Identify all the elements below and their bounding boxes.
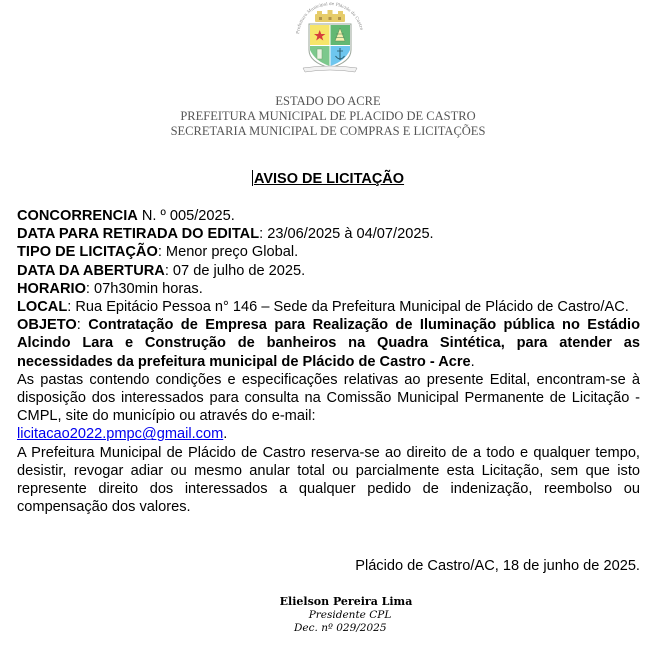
email-end: . xyxy=(223,426,228,443)
field-objeto xyxy=(17,316,640,371)
pastas-text: As pastas contendo condições e especificações relativas ao presente Edital, encontram-se à disposição dos interessados para consulta na Comissão Municipal Permanente de Licitação - CMPL, site do município ou através do e-mail: xyxy=(17,371,640,425)
field-horario xyxy=(17,280,640,298)
letterhead xyxy=(0,94,656,139)
place-date: Plácido de Castro/AC, 18 de junho de 2025. xyxy=(355,558,640,574)
field-retirada xyxy=(17,225,640,243)
label-tipo: TIPO DE LICITAÇÃO xyxy=(17,244,158,261)
municipal-crest-icon xyxy=(291,2,369,78)
value-local: : Rua Epitácio Pessoa n° 146 – Sede da Prefeitura Municipal de Plácido de Castro/AC. xyxy=(67,299,629,316)
value-abertura: : 07 de julho de 2025. xyxy=(164,262,306,279)
signatory-name: Elielson Pereira Lima xyxy=(279,595,413,608)
title-text: AVISO DE LICITAÇÃO xyxy=(253,171,405,187)
field-tipo xyxy=(17,243,640,261)
crest-arc-text: Prefeitura Municipal de Plácido de Castro xyxy=(295,2,365,35)
header-prefecture: PREFEITURA MUNICIPAL DE PLACIDO DE CASTRO xyxy=(180,109,476,123)
label-objeto: OBJETO xyxy=(17,317,77,334)
crown-icon xyxy=(315,10,345,22)
label-local: LOCAL xyxy=(17,299,68,316)
text-cursor xyxy=(252,170,253,186)
field-concorrencia xyxy=(17,207,640,225)
value-objeto: Contratação de Empresa para Realização de Iluminação pública no Estádio Alcindo Lara e Construção de banheiros na Quadra Sintética, para atender as necessidades da prefeitura municipal de Plácido de Castro - Acre xyxy=(17,317,641,370)
value-retirada: : 23/06/2025 à 04/07/2025. xyxy=(259,226,434,243)
notice-body xyxy=(17,207,640,516)
label-abertura: DATA DA ABERTURA xyxy=(17,262,165,279)
objeto-separator: : xyxy=(76,317,89,334)
ribbon-icon xyxy=(303,66,357,72)
header-state: ESTADO DO ACRE xyxy=(275,94,381,108)
signatory-role: Presidente CPL xyxy=(308,609,392,621)
value-concorrencia: N. º 005/2025. xyxy=(137,208,235,224)
document-title xyxy=(0,170,656,187)
signature-block xyxy=(260,595,440,634)
label-horario: HORARIO xyxy=(17,280,86,297)
field-abertura xyxy=(17,262,640,280)
label-retirada: DATA PARA RETIRADA DO EDITAL xyxy=(17,226,260,243)
signatory-decree: Dec. nº 029/2025 xyxy=(294,622,387,634)
paragraph-pastas xyxy=(17,371,640,444)
header-secretariat: SECRETARIA MUNICIPAL DE COMPRAS E LICITAÇÕES xyxy=(170,124,486,138)
email-link[interactable]: licitacao2022.pmpc@gmail.com xyxy=(17,426,224,443)
paragraph-reserva xyxy=(17,444,640,517)
reserva-text: A Prefeitura Municipal de Plácido de Castro reserva-se ao direito de a todo e qualquer tempo, desistir, revogar adiar ou mesmo anular total ou parcialmente esta Licitação, sem que isto represente direito dos interessados a qualquer pedido de indenização, reembolso ou compensação dos valores. xyxy=(17,444,640,516)
objeto-end: . xyxy=(470,353,475,370)
value-tipo: : Menor preço Global. xyxy=(157,244,299,261)
shield-icon xyxy=(309,24,351,68)
label-concorrencia: CONCORRENCIA xyxy=(17,208,138,224)
field-local xyxy=(17,298,640,316)
value-horario: : 07h30min horas. xyxy=(85,280,203,297)
